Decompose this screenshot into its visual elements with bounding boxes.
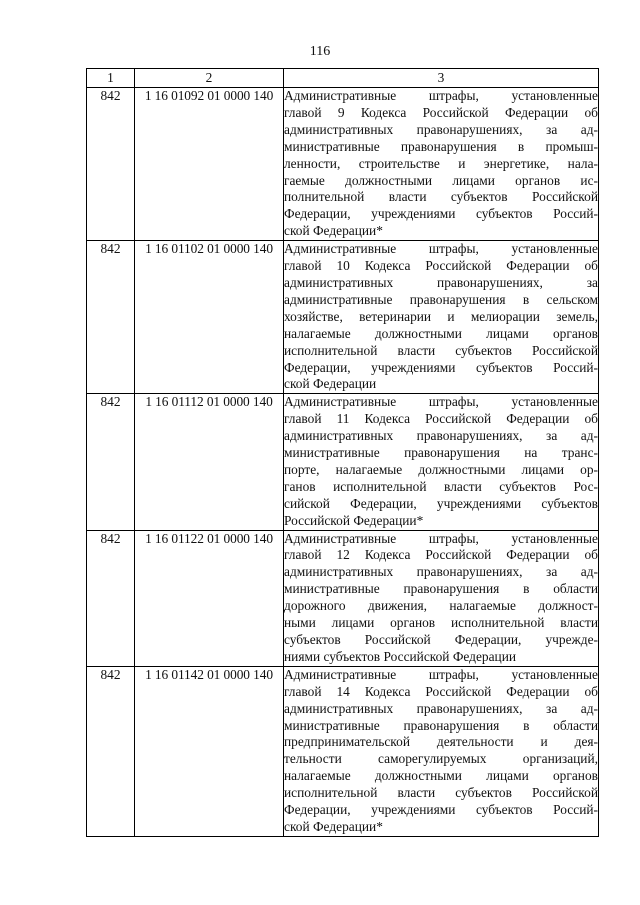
description-line: ской Федерации*	[284, 223, 383, 239]
description-line: Российской Федерации*	[284, 512, 424, 528]
description-line: Административные штрафы, установленные	[284, 88, 598, 103]
budget-codes-table	[86, 68, 599, 837]
table-header-row	[87, 69, 599, 88]
description-line: исполнительной власти субъектов Российской	[284, 785, 598, 801]
description-line: министративные правонарушения в промыш-	[284, 138, 598, 154]
description-line: Административные штрафы, установленные	[284, 530, 598, 546]
description-line: дорожного движения, налагаемые должност-	[284, 598, 598, 614]
description-line: административных правонарушениях, за ад-	[284, 700, 598, 716]
description-line: налагаемые должностными лицами органов	[284, 768, 598, 784]
budget-classification-code-cell: 1 16 01142 01 0000 140	[135, 666, 284, 836]
description-line: ными лицами органов исполнительной власти	[284, 615, 598, 631]
description-line: министративные правонарушения на транс-	[284, 445, 598, 461]
table-body	[87, 88, 599, 837]
table-row	[87, 530, 599, 666]
description-line: субъектов Российской Федерации, учрежде-	[284, 632, 598, 647]
description-line: исполнительной власти субъектов Российской	[284, 342, 598, 358]
description-line: полнительной власти субъектов Российской	[284, 189, 598, 205]
description-line: административных правонарушениях, за ад-	[284, 121, 598, 137]
description-line: главой 12 Кодекса Российской Федерации об	[284, 547, 598, 563]
description-line: министративные правонарушения в области	[284, 581, 598, 597]
column-header-2: 2	[135, 69, 284, 88]
table-row	[87, 394, 599, 530]
budget-classification-code-cell: 1 16 01092 01 0000 140	[135, 88, 284, 241]
description-line: Федерации, учреждениями субъектов Россий-	[284, 359, 598, 375]
description-line: административных правонарушениях, за ад-	[284, 564, 598, 580]
description-line: административные правонарушения в сельском	[284, 291, 598, 307]
description-line: главой 11 Кодекса Российской Федерации об	[284, 411, 598, 427]
administrator-code-cell: 842	[87, 666, 135, 836]
description-line: Административные штрафы, установленные	[284, 666, 598, 682]
description-line: ниями субъектов Российской Федерации	[284, 648, 517, 664]
budget-classification-code-cell: 1 16 01112 01 0000 140	[135, 394, 284, 530]
description-line: административных правонарушениях, за	[284, 274, 598, 290]
description-line: Федерации, учреждениями субъектов Россий-	[284, 802, 598, 818]
description-line: гаемые должностными лицами органов ис-	[284, 172, 598, 188]
description-line: ленности, строительстве и энергетике, нала-	[284, 155, 598, 171]
revenue-description-cell	[284, 88, 599, 241]
description-line: административных правонарушениях, за ад-	[284, 428, 598, 444]
table-row	[87, 88, 599, 241]
description-line: Федерации, учреждениями субъектов Россий-	[284, 206, 598, 222]
description-line: главой 14 Кодекса Российской Федерации об	[284, 683, 598, 699]
budget-classification-code-cell: 1 16 01122 01 0000 140	[135, 530, 284, 666]
budget-classification-code-cell: 1 16 01102 01 0000 140	[135, 241, 284, 394]
revenue-description-cell	[284, 241, 599, 394]
revenue-description-cell	[284, 666, 599, 836]
description-line: налагаемые должностными лицами органов	[284, 325, 598, 341]
description-line: ганов исполнительной власти субъектов Рос-	[284, 478, 598, 494]
description-line: ской Федерации*	[284, 818, 383, 834]
description-line: порте, налагаемые должностными лицами ор-	[284, 461, 598, 477]
administrator-code-cell: 842	[87, 394, 135, 530]
table-row	[87, 241, 599, 394]
administrator-code-cell: 842	[87, 241, 135, 394]
description-line: министративные правонарушения в области	[284, 717, 598, 733]
description-line: хозяйстве, ветеринарии и мелиорации земель,	[284, 308, 598, 324]
description-line: ской Федерации	[284, 376, 377, 392]
description-line: предпринимательской деятельности и дея-	[284, 734, 598, 750]
administrator-code-cell: 842	[87, 530, 135, 666]
description-line: главой 10 Кодекса Российской Федерации об	[284, 258, 598, 274]
description-line: Административные штрафы, установленные	[284, 394, 598, 410]
description-line: тельности саморегулируемых организаций,	[284, 751, 598, 767]
description-line: сийской Федерации, учреждениями субъектов	[284, 495, 598, 511]
revenue-description-cell	[284, 530, 599, 666]
column-header-1: 1	[87, 69, 135, 88]
table-row	[87, 666, 599, 836]
revenue-description-cell	[284, 394, 599, 530]
column-header-3: 3	[284, 69, 599, 88]
page-number: 116	[309, 44, 331, 59]
description-line: Административные штрафы, установленные	[284, 241, 598, 257]
administrator-code-cell: 842	[87, 88, 135, 241]
description-line: главой 9 Кодекса Российской Федерации об	[284, 104, 598, 120]
